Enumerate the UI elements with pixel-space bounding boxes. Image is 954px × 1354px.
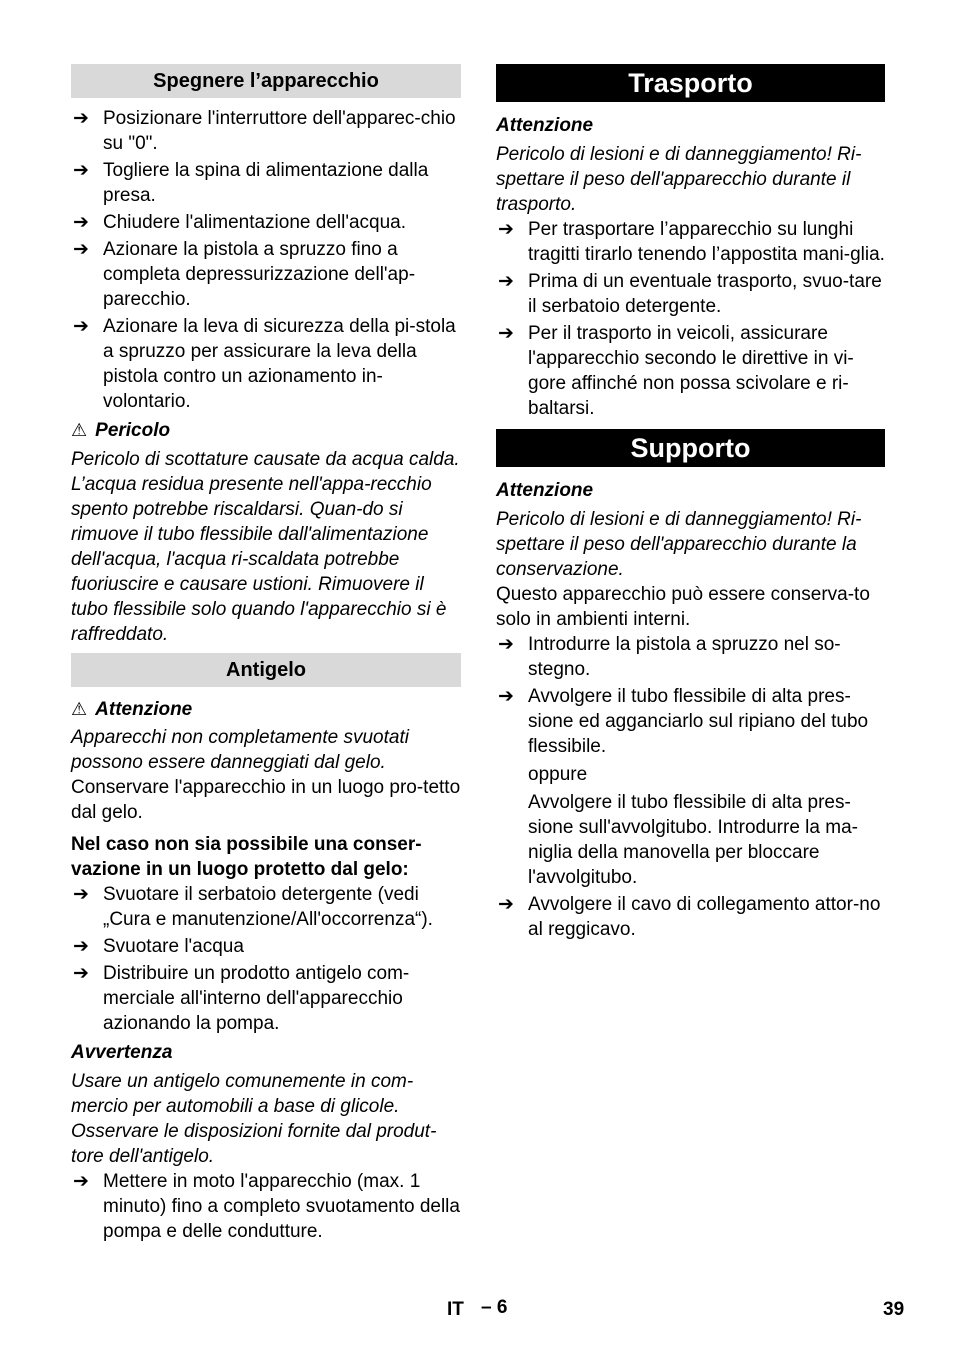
list-item: ➔ Prima di un eventuale trasporto, svuo-tare il serbatoio detergente. bbox=[498, 271, 882, 317]
left-column bbox=[71, 64, 461, 1246]
oppure-label: oppure bbox=[528, 764, 588, 785]
arrow-right-icon: ➔ bbox=[73, 963, 89, 984]
arrow-right-icon: ➔ bbox=[498, 634, 514, 655]
list-item: ➔ Distribuire un prodotto antigelo com-merciale all'interno dell'apparecchio azionando la pompa. bbox=[73, 963, 410, 1034]
final-list bbox=[71, 1169, 461, 1244]
page-number: 39 bbox=[883, 1299, 905, 1320]
list-item: ➔ Posizionare l'interruttore dell'apparec-chio su "0". bbox=[73, 108, 456, 154]
heading-supporto: Supporto bbox=[496, 429, 885, 467]
list-item: ➔ Azionare la leva di sicurezza della pi-stola a spruzzo per assicurare la leva della pistola contro un azionamento in-volontario. bbox=[73, 316, 456, 412]
list-item: ➔ Per il trasporto in veicoli, assicurare l'apparecchio secondo le direttive in vi-gore affinché non possa scivolare e ri-baltarsi. bbox=[498, 323, 854, 419]
arrow-right-icon: ➔ bbox=[73, 316, 89, 337]
arrow-right-icon: ➔ bbox=[498, 323, 514, 344]
supporto-list-b bbox=[496, 892, 885, 942]
arrow-right-icon: ➔ bbox=[73, 936, 89, 957]
heading-spegnere: Spegnere l’apparecchio bbox=[71, 64, 461, 98]
list-item: ➔ Svuotare il serbatoio detergente (vedi „Cura e manutenzione/All'occorrenza“). bbox=[73, 884, 433, 930]
warning-triangle-icon: ⚠ bbox=[71, 420, 88, 440]
arrow-right-icon: ➔ bbox=[73, 160, 89, 181]
avvertenza-text: Usare un antigelo comunemente in com-mercio per automobili a base di glicole. Osservare le disposizioni fornite dal produt-tore dell'antigelo. bbox=[71, 1071, 437, 1167]
arrow-right-icon: ➔ bbox=[73, 1171, 89, 1192]
footer-language: IT bbox=[447, 1299, 464, 1320]
arrow-right-icon: ➔ bbox=[73, 212, 89, 233]
arrow-right-icon: ➔ bbox=[498, 219, 514, 240]
list-item: ➔ Avvolgere il tubo flessibile di alta pres-sione ed agganciarlo sul ripiano del tubo flessibile. bbox=[498, 686, 869, 757]
conservare-text: Conservare l'apparecchio in un luogo pro-tetto dal gelo. bbox=[71, 777, 461, 823]
arrow-right-icon: ➔ bbox=[498, 894, 514, 915]
heading-trasporto: Trasporto bbox=[496, 64, 885, 102]
supporto-attenzione-text: Pericolo di lesioni e di danneggiamento! Ri-spettare il peso dell'apparecchio durante la conservazione. bbox=[496, 509, 862, 580]
list-item: ➔ Introdurre la pistola a spruzzo nel so-stegno. bbox=[498, 634, 841, 680]
list-item: ➔ Avvolgere il cavo di collegamento attor-no al reggicavo. bbox=[498, 894, 881, 940]
trasporto-attenzione-text: Pericolo di lesioni e di danneggiamento! Ri-spettare il peso dell'apparecchio durante il trasporto. bbox=[496, 144, 862, 215]
oppure-text: Avvolgere il tubo flessibile di alta pres-sione sull'avvolgitubo. Introdurre la ma-niglia della manovella per bloccare l'avvolgitubo. bbox=[528, 792, 858, 888]
trasporto-list bbox=[496, 217, 885, 421]
spegnere-list bbox=[71, 106, 461, 414]
supporto-list-a bbox=[496, 632, 885, 759]
warning-triangle-icon: ⚠ bbox=[71, 699, 88, 719]
list-item: ➔ Azionare la pistola a spruzzo fino a completa depressurizzazione dell'ap-parecchio. bbox=[73, 239, 416, 310]
attenzione-text: Apparecchi non completamente svuotati possono essere danneggiati dal gelo. bbox=[71, 727, 409, 773]
antigelo-list bbox=[71, 882, 461, 1036]
right-column bbox=[496, 64, 885, 944]
supporto-intro: Questo apparecchio può essere conserva-to solo in ambienti interni. bbox=[496, 584, 870, 630]
attenzione-label: ⚠ Attenzione bbox=[71, 699, 193, 720]
list-item: ➔ Per trasportare l’apparecchio su lunghi tragitti tirarlo tenendo l’appostita mani-glia. bbox=[498, 219, 885, 265]
arrow-right-icon: ➔ bbox=[73, 239, 89, 260]
list-item: ➔ Mettere in moto l'apparecchio (max. 1 minuto) fino a completo svuotamento della pompa e delle condutture. bbox=[73, 1171, 460, 1242]
avvertenza-label: Avvertenza bbox=[71, 1042, 173, 1063]
list-item: ➔ Chiudere l'alimentazione dell'acqua. bbox=[73, 212, 406, 233]
supporto-attenzione-label: Attenzione bbox=[496, 480, 594, 501]
pericolo-text: Pericolo di scottature causate da acqua calda. L’acqua residua presente nell'appa-recchio spento potrebbe riscaldarsi. Quan-do si rimuove il tubo flessibile dall'alimentazione dell'acqua, l'acqua ri-scaldata potrebbe fuoriuscire e causare ustioni. Rimuovere il tubo flessibile solo quando l'apparecchio si è raffreddato. bbox=[71, 449, 460, 645]
arrow-right-icon: ➔ bbox=[498, 271, 514, 292]
list-item: ➔ Svuotare l'acqua bbox=[73, 936, 244, 957]
bold-condition-text: Nel caso non sia possibile una conser-vazione in un luogo protetto dal gelo: bbox=[71, 834, 422, 880]
footer-section-page: – 6 bbox=[481, 1297, 508, 1318]
arrow-right-icon: ➔ bbox=[73, 884, 89, 905]
arrow-right-icon: ➔ bbox=[73, 108, 89, 129]
pericolo-label: ⚠ Pericolo bbox=[71, 420, 171, 441]
arrow-right-icon: ➔ bbox=[498, 686, 514, 707]
heading-antigelo: Antigelo bbox=[71, 653, 461, 687]
list-item: ➔ Togliere la spina di alimentazione dalla presa. bbox=[73, 160, 429, 206]
trasporto-attenzione-label: Attenzione bbox=[496, 115, 594, 136]
